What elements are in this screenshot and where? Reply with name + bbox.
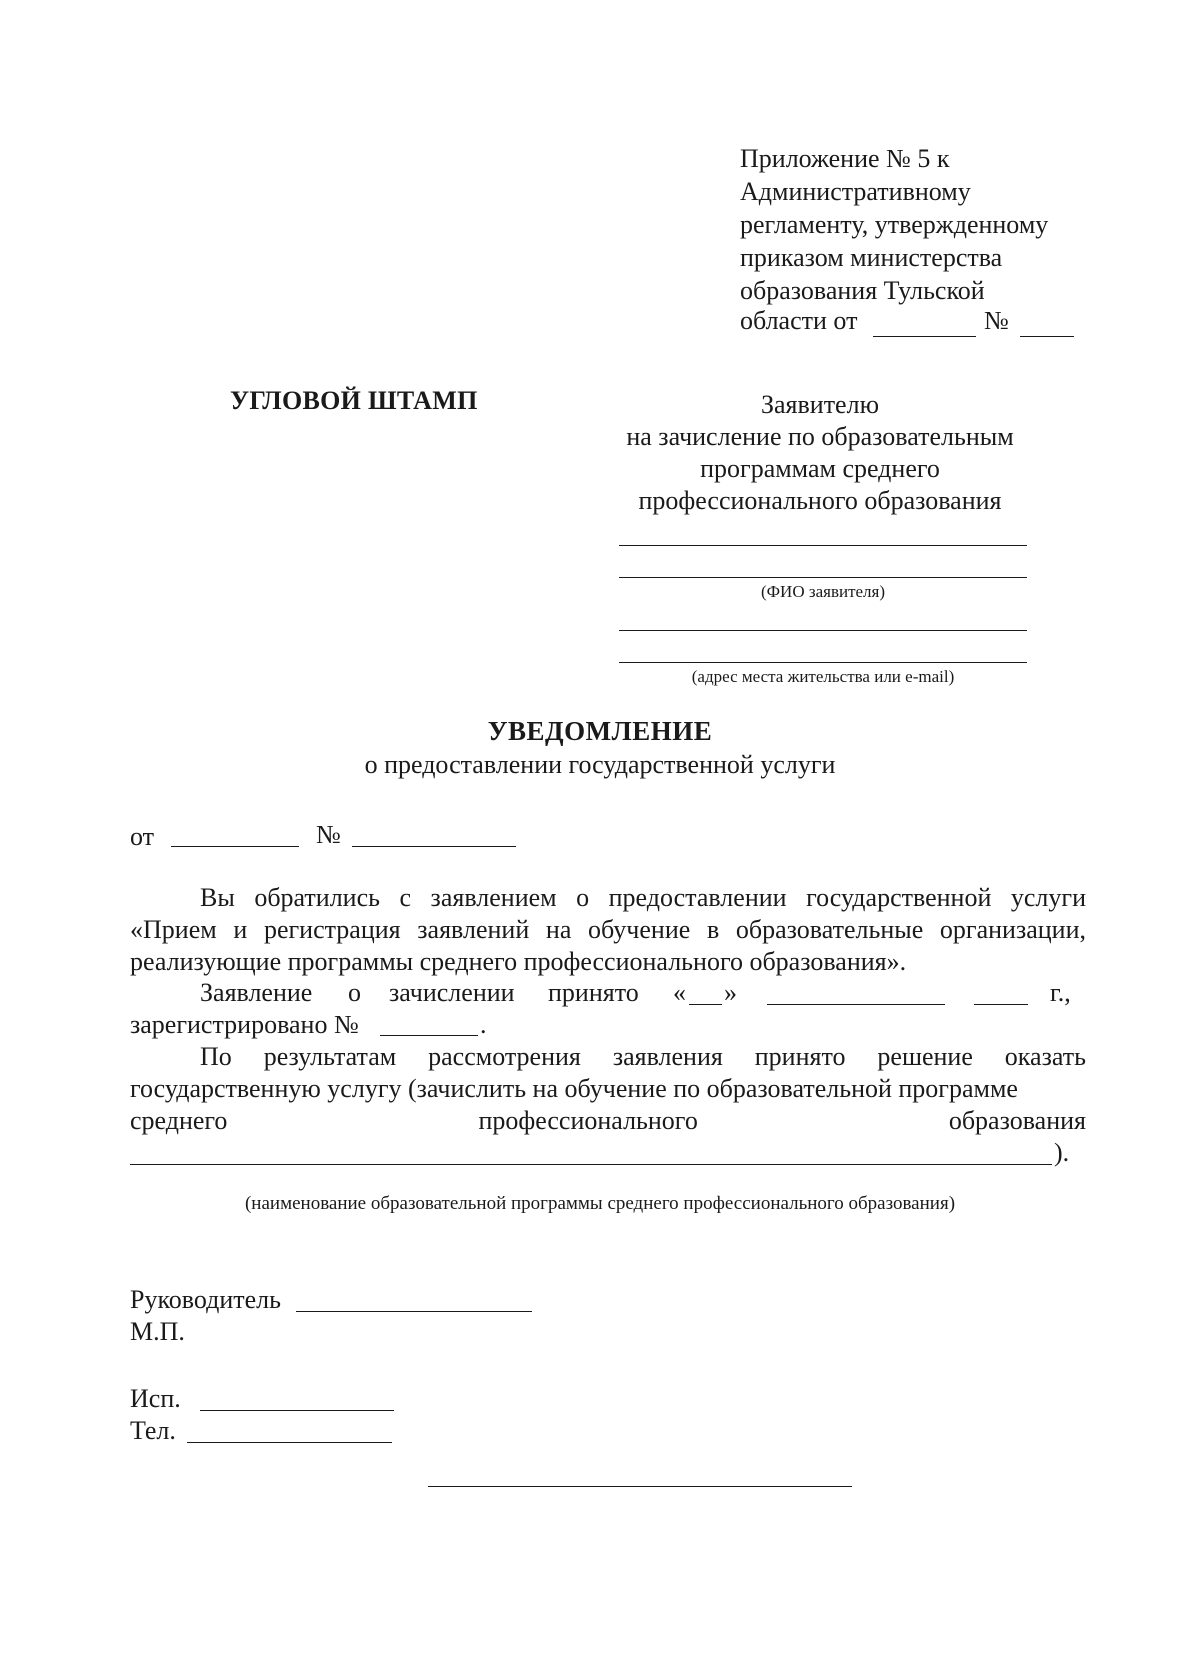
address-blank-1 [619, 630, 1027, 631]
address-caption: (адрес места жительства или e-mail) [691, 667, 955, 686]
ref-date-label: от [130, 822, 155, 851]
decision-close: ). [1054, 1138, 1070, 1167]
document-subtitle: о предоставлении государственной услуги [364, 750, 836, 779]
appendix-number-sign: № [984, 306, 1009, 335]
decision-line-2: государственную услугу (зачислить на обучение по образовательной программе [130, 1074, 1018, 1103]
ref-number-blank [352, 846, 516, 847]
addressee-line: Заявителю [760, 390, 879, 419]
accepted-word: Заявление [200, 978, 313, 1007]
appendix-line: образования Тульской [740, 276, 985, 305]
decision-word: результатам [263, 1042, 397, 1071]
appendix-date-blank [873, 336, 976, 337]
appendix-line: Административному [740, 177, 971, 206]
seal-label: М.П. [130, 1317, 185, 1346]
decision-word: решение [877, 1042, 973, 1071]
phone-blank [187, 1442, 392, 1443]
fio-caption: (ФИО заявителя) [760, 582, 886, 601]
decision-word: среднего [130, 1106, 228, 1135]
year-suffix: г., [1050, 978, 1071, 1007]
head-signature-blank [296, 1311, 532, 1312]
quote-close: » [724, 978, 737, 1007]
addressee-block [600, 389, 1040, 517]
fio-blank-1 [619, 545, 1027, 546]
appendix-date-label: области от [740, 306, 858, 335]
decision-word: профессионального [478, 1106, 698, 1135]
registered-period: . [480, 1010, 487, 1039]
decision-line-3 [130, 1106, 1086, 1136]
ref-date-blank [171, 846, 299, 847]
decision-word: принято [754, 1042, 846, 1071]
accepted-word: зачислении [389, 978, 515, 1007]
month-blank [767, 1004, 945, 1005]
addressee-line: программам среднего [700, 454, 940, 483]
ref-number-sign: № [316, 820, 341, 849]
executor-label: Исп. [130, 1384, 181, 1413]
address-blank-2 [619, 662, 1027, 663]
phone-label: Тел. [130, 1416, 176, 1445]
addressee-line: на зачисление по образовательным [626, 422, 1014, 451]
appendix-line: Приложение № 5 к [740, 144, 950, 173]
decision-line-1 [200, 1042, 1086, 1072]
appendix-block [740, 142, 1140, 307]
year-blank [974, 1004, 1028, 1005]
corner-stamp-label: УГЛОВОЙ ШТАМП [230, 386, 478, 415]
quote-open: « [673, 978, 686, 1007]
appendix-line: регламенту, утвержденному [740, 210, 1049, 239]
closing-separator [428, 1486, 852, 1487]
program-name-blank [130, 1164, 1052, 1165]
registration-number-blank [380, 1035, 478, 1036]
accepted-word: принято [548, 978, 639, 1007]
fio-blank-2 [619, 577, 1027, 578]
decision-word: рассмотрения [428, 1042, 581, 1071]
registered-label: зарегистрировано № [130, 1010, 359, 1039]
day-blank [689, 1004, 722, 1005]
addressee-line: профессионального образования [638, 486, 1002, 515]
executor-blank [200, 1410, 394, 1411]
decision-word: заявления [612, 1042, 723, 1071]
decision-word: По [200, 1042, 232, 1071]
head-label: Руководитель [130, 1285, 281, 1314]
appendix-line: приказом министерства [740, 243, 1003, 272]
decision-word: оказать [1004, 1042, 1086, 1071]
body-paragraph-request: Вы обратились с заявлением о предоставлении государственной услуги «Прием и регистрация заявлений на обучение в образовательные организации, реализующие программы среднего профессионального образования». [130, 883, 1086, 976]
appendix-number-blank [1020, 336, 1074, 337]
document-title: УВЕДОМЛЕНИЕ [487, 716, 713, 746]
decision-word: образования [948, 1106, 1086, 1135]
program-name-caption: (наименование образовательной программы среднего профессионального образования) [244, 1193, 956, 1214]
accepted-word: о [348, 978, 361, 1007]
